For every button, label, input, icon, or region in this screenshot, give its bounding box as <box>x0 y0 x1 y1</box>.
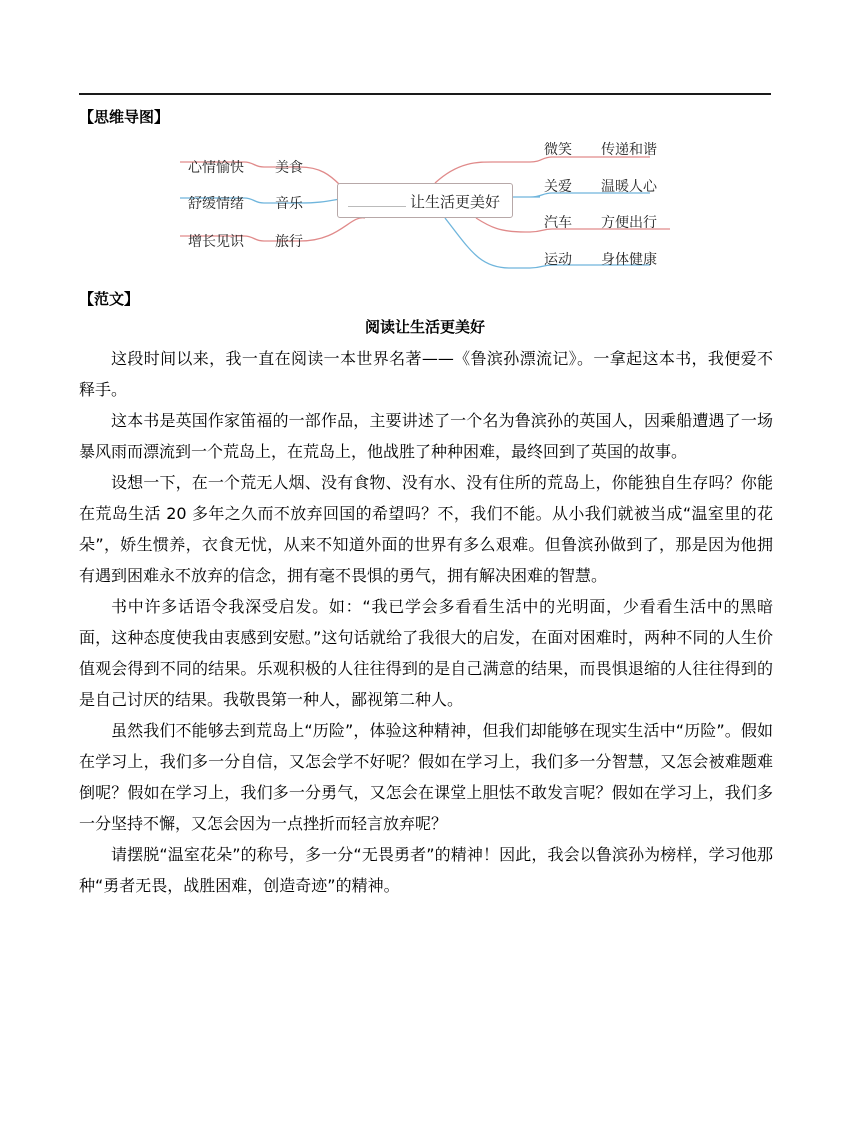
mindmap-node-left-1: 音乐 <box>275 196 303 212</box>
essay-section-label: 【范文】 <box>79 290 140 308</box>
mindmap-section-label: 【思维导图】 <box>79 108 170 126</box>
essay-paragraph: 设想一下，在一个荒无人烟、没有食物、没有水、没有住所的荒岛上，你能独自生存吗？你能在荒岛生活 20 多年之久而不放弃回国的希望吗？不，我们不能。从小我们就被当成“温室里的花朵”，娇生惯养，衣食无忧，从来不知道外面的世界有多么艰难。但鲁滨孙做到了，那是因为他拥有遇到困难永不放弃的信念，拥有毫不畏惧的勇气，拥有解决困难的智慧。 <box>79 473 773 585</box>
mindmap-node-right-0: 微笑 <box>544 142 572 158</box>
mindmap-leaf-left-1: 舒缓情绪 <box>188 196 244 212</box>
essay-paragraph: 书中许多话语令我深受启发。如：“我已学会多看看生活中的光明面，少看看生活中的黑暗面，这种态度使我由衷感到安慰。”这句话就给了我很大的启发，在面对困难时，两种不同的人生价值观会得到不同的结果。乐观积极的人往往得到的是自己满意的结果，而畏惧退缩的人往往得到的是自己讨厌的结果。我敬畏第一种人，鄙视第二种人。 <box>79 597 773 709</box>
essay-paragraph: 这段时间以来，我一直在阅读一本世界名著——《鲁滨孙漂流记》。一拿起这本书，我便爱不释手。 <box>79 349 773 399</box>
mindmap-leaf-right-0: 传递和谐 <box>601 142 657 158</box>
mindmap-leaf-right-2: 方便出行 <box>601 215 657 231</box>
essay-paragraph: 这本书是英国作家笛福的一部作品，主要讲述了一个名为鲁滨孙的英国人，因乘船遭遇了一场暴风雨而漂流到一个荒岛上，在荒岛上，他战胜了种种困难，最终回到了英国的故事。 <box>79 411 773 461</box>
essay-body <box>79 343 773 901</box>
header-rule <box>79 93 771 95</box>
mindmap-leaf-left-2: 增长见识 <box>188 234 244 250</box>
mindmap-node-left-2: 旅行 <box>275 234 303 250</box>
essay-paragraph: 虽然我们不能够去到荒岛上“历险”，体验这种精神，但我们却能够在现实生活中“历险”。假如在学习上，我们多一分自信，又怎会学不好呢？假如在学习上，我们多一分智慧，又怎会被难题难倒呢？假如在学习上，我们多一分勇气，又怎会在课堂上胆怯不敢发言呢？假如在学习上，我们多一分坚持不懈，又怎会因为一点挫折而轻言放弃呢？ <box>79 721 773 833</box>
mindmap-leaf-right-1: 温暖人心 <box>601 179 657 195</box>
mindmap-node-right-3: 运动 <box>544 252 572 268</box>
mindmap-node-right-2: 汽车 <box>544 215 572 231</box>
mindmap-center-text: 让生活更美好 <box>410 193 501 211</box>
mindmap-node-right-1: 关爱 <box>544 179 572 195</box>
mindmap-center-node <box>337 183 513 218</box>
mindmap-leaf-left-0: 心情愉快 <box>188 160 244 176</box>
fill-in-blank <box>348 206 406 207</box>
mindmap-leaf-right-3: 身体健康 <box>601 252 657 268</box>
essay-paragraph: 请摆脱“温室花朵”的称号，多一分“无畏勇者”的精神！因此，我会以鲁滨孙为榜样，学习他那种“勇者无畏，战胜困难，创造奇迹”的精神。 <box>79 845 773 895</box>
essay-title: 阅读让生活更美好 <box>364 318 485 336</box>
mind-map <box>180 135 670 275</box>
mindmap-node-left-0: 美食 <box>275 160 303 176</box>
